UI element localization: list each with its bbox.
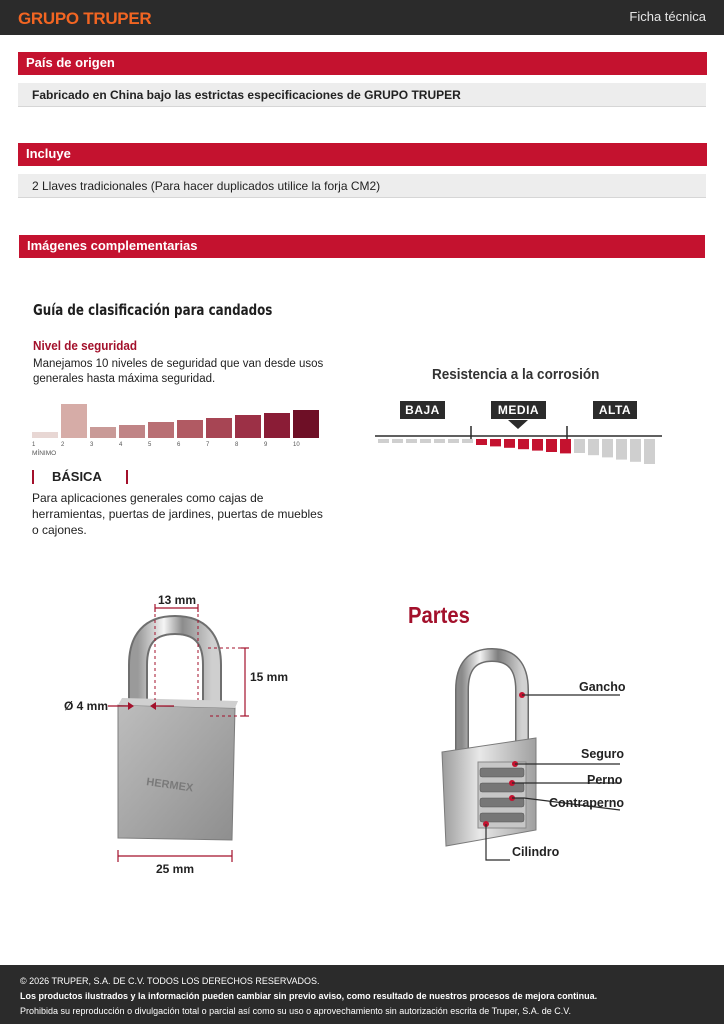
corrosion-segment — [406, 439, 417, 443]
corrosion-segment — [462, 439, 473, 443]
corrosion-segment — [644, 439, 655, 464]
security-level-number: 10 — [293, 442, 300, 448]
security-level-number: 8 — [235, 442, 239, 448]
corrosion-segment — [420, 439, 431, 443]
security-level-number: 7 — [206, 442, 210, 448]
security-level-number: 1 — [32, 442, 36, 448]
corrosion-scale — [0, 0, 724, 480]
images-section-title: Imágenes complementarias — [19, 235, 705, 258]
footer-prohibition: Prohibida su reproducción o divulgación total o parcial así como su uso o aprovechamiento sin autorización escrita de Truper, S.A. de C.V. — [20, 1006, 571, 1016]
part-cilindro: Cilindro — [512, 845, 560, 859]
security-level-description: Manejamos 10 niveles de seguridad que van desde usos generales hasta máxima seguridad. — [33, 358, 324, 385]
part-seguro: Seguro — [581, 747, 625, 761]
footer — [0, 965, 724, 1024]
corrosion-segment — [630, 439, 641, 462]
corrosion-title: Resistencia a la corrosión — [432, 366, 600, 383]
part-gancho: Gancho — [579, 680, 626, 694]
corrosion-segment — [378, 439, 389, 443]
part-perno: Perno — [587, 773, 623, 787]
corrosion-segment — [392, 439, 403, 443]
origin-section-title: País de origen — [18, 52, 707, 75]
shackle-width-label: 13 mm — [158, 593, 197, 607]
corrosion-segment — [602, 439, 613, 457]
origin-text: Fabricado en China bajo las estrictas especificaciones de GRUPO TRUPER — [18, 83, 706, 107]
corrosion-medium-tag: MEDIA — [491, 401, 546, 419]
corrosion-segment — [490, 439, 501, 446]
minimum-label: MÍNIMO — [32, 450, 57, 457]
engraving-text: HERMEX — [145, 776, 194, 795]
includes-text: 2 Llaves tradicionales (Para hacer duplicados utilice la forja CM2) — [18, 174, 706, 198]
security-class-label: BÁSICA — [32, 470, 128, 484]
shackle-height-label: 15 mm — [250, 670, 289, 684]
security-level-number: 2 — [61, 442, 65, 448]
shackle-diameter-label: Ø 4 mm — [64, 699, 109, 713]
corrosion-segment — [546, 439, 557, 452]
footer-notice: Los productos ilustrados y la información pueden cambiar sin previo aviso, como resultado de nuestros procesos de mejora continua. — [20, 991, 598, 1001]
padlock-illustration — [60, 580, 320, 880]
part-contraperno: Contraperno — [549, 796, 624, 810]
corrosion-segment — [532, 439, 543, 451]
corrosion-segment — [616, 439, 627, 460]
corrosion-segment — [504, 439, 515, 448]
security-level-number: 6 — [177, 442, 181, 448]
corrosion-segment — [448, 439, 459, 443]
includes-section-title: Incluye — [18, 143, 707, 166]
corrosion-segment — [476, 439, 487, 445]
body-width-label: 25 mm — [156, 862, 195, 876]
footer-copyright: © 2026 TRUPER, S.A. DE C.V. TODOS LOS DERECHOS RESERVADOS. — [20, 976, 320, 986]
brand-logo: GRUPO TRUPER — [18, 9, 152, 28]
security-level-number: 9 — [264, 442, 268, 448]
corrosion-segment — [434, 439, 445, 443]
guide-title: Guía de clasificación para candados — [33, 301, 273, 319]
security-level-number: 4 — [119, 442, 123, 448]
security-class-description: Para aplicaciones generales como cajas de herramientas, puertas de jardines, puertas de muebles o cajones. — [32, 491, 323, 537]
selected-indicator-icon — [508, 420, 528, 429]
security-level-title: Nivel de seguridad — [33, 338, 138, 353]
corrosion-segment — [588, 439, 599, 455]
document-type: Ficha técnica — [629, 9, 706, 24]
corrosion-segment — [518, 439, 529, 449]
corrosion-high-tag: ALTA — [593, 401, 637, 419]
parts-title: Partes — [408, 602, 470, 628]
corrosion-segment — [574, 439, 585, 453]
corrosion-low-tag: BAJA — [400, 401, 445, 419]
corrosion-segment — [560, 439, 571, 453]
security-level-number: 5 — [148, 442, 152, 448]
security-level-number: 3 — [90, 442, 94, 448]
